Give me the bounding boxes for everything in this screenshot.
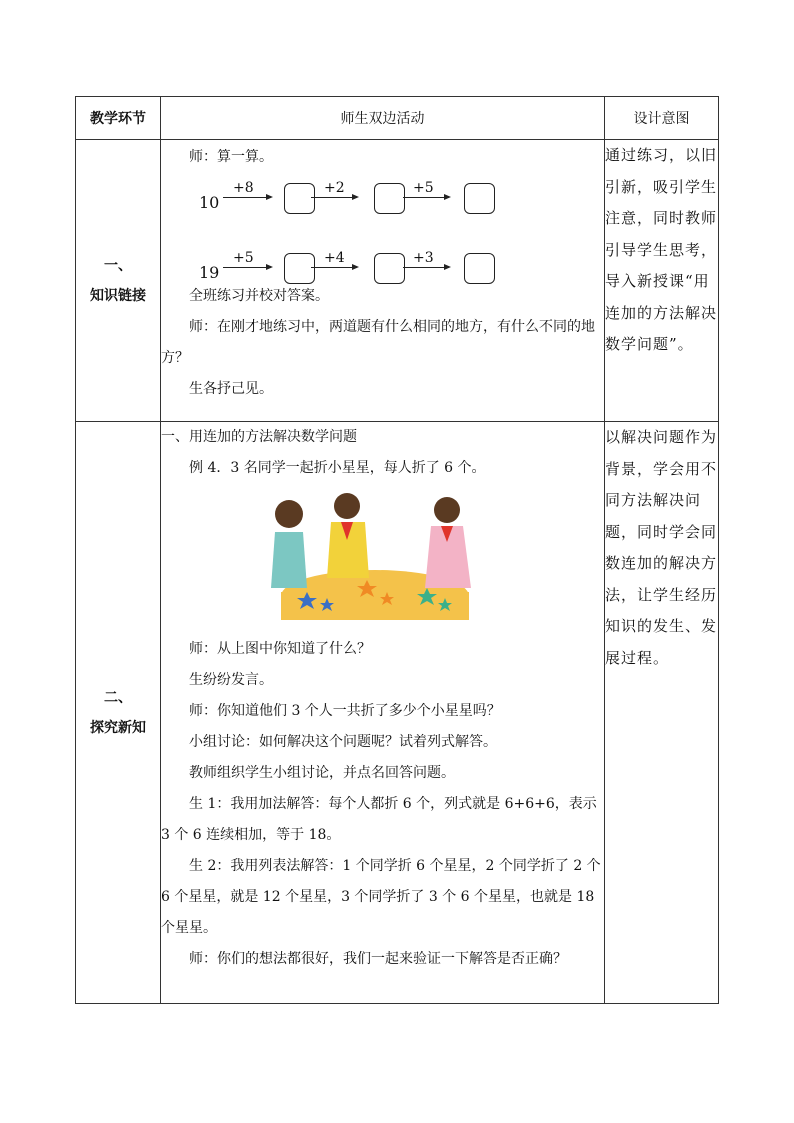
s2-line7: 生 2：我用列表法解答：1 个同学折 6 个星星，2 个同学折了 2 个 6 个星星，就是 12 个星星，3 个同学折了 3 个 6 个星星，也就是 18 个星星。 <box>161 858 601 936</box>
children-folding-stars-illustration <box>257 492 489 620</box>
section1-intent: 通过练习，以旧引新，吸引学生注意，同时教师引导学生思考，导入新授课“用连加的方法解决数学问题”。 <box>605 140 719 422</box>
s2-line4: 小组讨论：如何解决这个问题呢？试着列式解答。 <box>189 734 497 750</box>
arrow-icon <box>403 267 449 268</box>
section1-name: 知识链接 <box>90 287 146 304</box>
arrow-icon <box>311 197 357 198</box>
answer-box <box>284 183 315 214</box>
answer-box <box>374 253 405 284</box>
eq1-op3: +5 <box>413 180 434 196</box>
arrow-icon <box>311 267 357 268</box>
eq2-op1: +5 <box>233 250 254 266</box>
header-stage: 教学环节 <box>76 97 161 140</box>
s2-line2: 生纷纷发言。 <box>189 672 273 688</box>
s1-line1: 师：算一算。 <box>189 149 273 165</box>
section2-intent: 以解决问题作为背景，学会用不同方法解决问题，同时学会同数连加的解决方法，让学生经历知识的发生、发展过程。 <box>605 422 719 1004</box>
s1-line4: 生各抒己见。 <box>189 381 273 397</box>
s2-title: 一、用连加的方法解决数学问题 <box>161 429 357 445</box>
s1-line3: 师：在刚才地练习中，两道题有什么相同的地方，有什么不同的地方？ <box>161 319 595 366</box>
header-activity: 师生双边活动 <box>161 97 605 140</box>
s2-example: 例 4．3 名同学一起折小星星，每人折了 6 个。 <box>189 460 486 476</box>
lesson-plan-table <box>75 96 719 1004</box>
section2-label <box>76 422 161 1004</box>
section1-label <box>76 140 161 422</box>
s2-line3: 师：你知道他们 3 个人一共折了多少个小星星吗？ <box>189 703 501 719</box>
eq1-start: 10 <box>199 193 220 212</box>
eq2-op2: +4 <box>324 250 345 266</box>
s2-line6: 生 1：我用加法解答：每个人都折 6 个，列式就是 6+6+6，表示 3 个 6 连续相加，等于 18。 <box>161 796 597 843</box>
s1-line2: 全班练习并校对答案。 <box>189 288 329 304</box>
s2-line5: 教师组织学生小组讨论，并点名回答问题。 <box>189 765 455 781</box>
answer-box <box>464 183 495 214</box>
equation-row-1 <box>161 173 604 225</box>
arrow-icon <box>223 267 271 268</box>
eq1-op1: +8 <box>233 180 254 196</box>
eq2-op3: +3 <box>413 250 434 266</box>
answer-box <box>374 183 405 214</box>
section2-num: 二、 <box>104 689 132 706</box>
arrow-icon <box>403 197 449 198</box>
eq1-op2: +2 <box>324 180 345 196</box>
s2-line1: 师：从上图中你知道了什么？ <box>189 641 371 657</box>
equation-row-2 <box>161 243 604 295</box>
section1-num: 一、 <box>104 257 132 274</box>
header-row <box>76 97 719 140</box>
answer-box <box>464 253 495 284</box>
s2-line8: 师：你们的想法都很好，我们一起来验证一下解答是否正确？ <box>189 951 567 967</box>
section1-row <box>76 140 719 422</box>
section2-row <box>76 422 719 1004</box>
section2-name: 探究新知 <box>90 719 146 736</box>
section2-activity <box>161 422 605 1004</box>
answer-box <box>284 253 315 284</box>
arrow-icon <box>223 197 271 198</box>
section1-activity <box>161 140 605 422</box>
eq2-start: 19 <box>199 263 220 282</box>
header-intent: 设计意图 <box>605 97 719 140</box>
